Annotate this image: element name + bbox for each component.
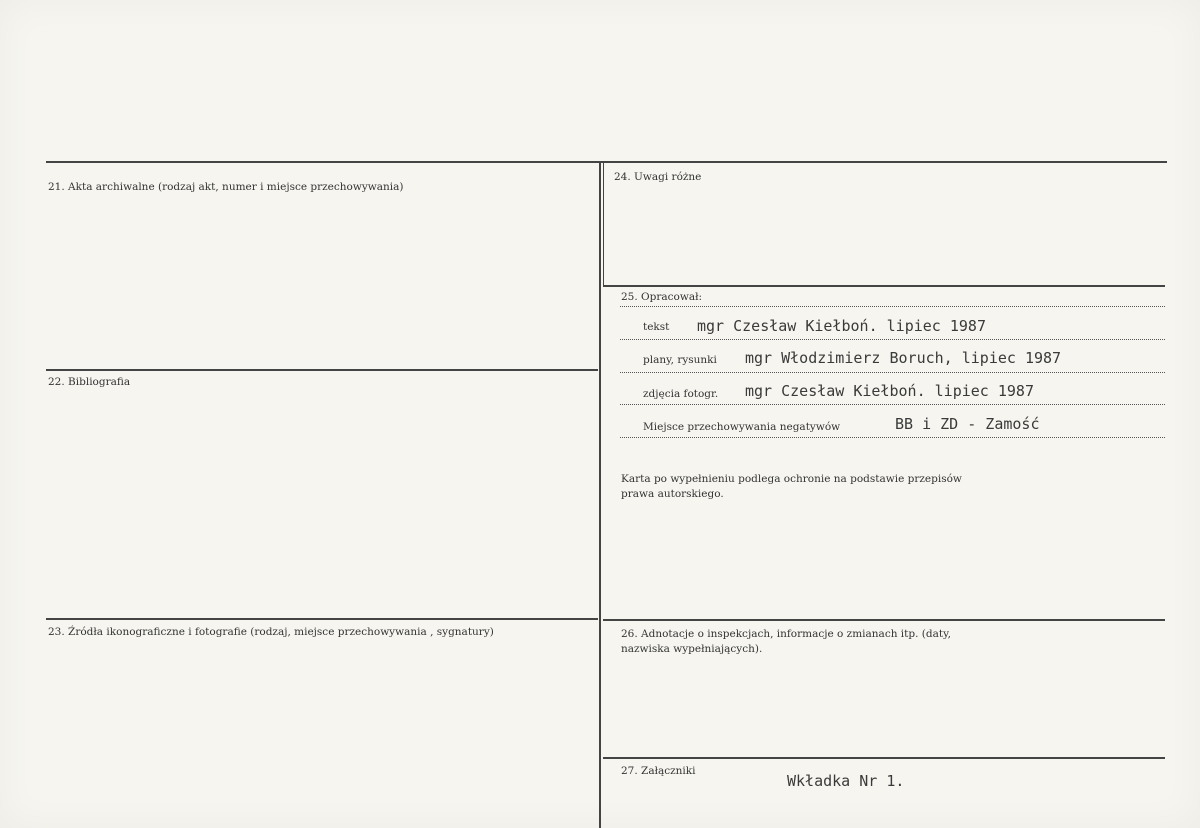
section-21-label: 21. Akta archiwalne (rodzaj akt, numer i miejsce przechowywania) <box>48 181 404 193</box>
section-26-line-2: nazwiska wypełniających). <box>621 643 763 655</box>
row-label-tekst: tekst <box>643 321 670 333</box>
rule-26 <box>603 619 1165 621</box>
dotted-rule <box>620 339 1165 340</box>
section-22-label: 22. Bibliografia <box>48 376 131 388</box>
row-value-plany: mgr Włodzimierz Boruch, lipiec 1987 <box>745 349 1062 367</box>
row-label-plany: plany, rysunki <box>643 354 717 366</box>
section-27-label: 27. Załączniki <box>621 765 696 777</box>
rule-23 <box>46 618 598 620</box>
top-rule <box>46 161 1167 163</box>
row-label-zdjecia: zdjęcia fotogr. <box>643 388 719 400</box>
dotted-rule <box>620 372 1165 373</box>
copyright-note-line-1: Karta po wypełnieniu podlega ochronie na podstawie przepisów <box>621 473 962 485</box>
section-27-value: Wkładka Nr 1. <box>787 772 905 790</box>
row-value-negatywy: BB i ZD - Zamość <box>895 415 1040 433</box>
dotted-rule <box>620 306 1165 307</box>
section-24-label: 24. Uwagi różne <box>614 171 702 183</box>
rule-25 <box>603 285 1165 287</box>
rule-22 <box>46 369 598 371</box>
row-value-zdjecia: mgr Czesław Kiełboń. lipiec 1987 <box>745 382 1034 400</box>
left-edge-mark <box>603 162 604 285</box>
center-divider <box>599 162 601 828</box>
section-23-label: 23. Źródła ikonograficzne i fotografie (rodzaj, miejsce przechowywania , sygnatury) <box>48 626 494 638</box>
section-25-label: 25. Opracował: <box>621 291 703 303</box>
row-label-negatywy: Miejsce przechowywania negatywów <box>643 421 841 433</box>
copyright-note-line-2: prawa autorskiego. <box>621 488 724 500</box>
section-26-line-1: 26. Adnotacje o inspekcjach, informacje o zmianach itp. (daty, <box>621 628 951 640</box>
row-value-tekst: mgr Czesław Kiełboń. lipiec 1987 <box>697 317 986 335</box>
dotted-rule <box>620 404 1165 405</box>
dotted-rule <box>620 437 1165 438</box>
rule-27 <box>603 757 1165 759</box>
